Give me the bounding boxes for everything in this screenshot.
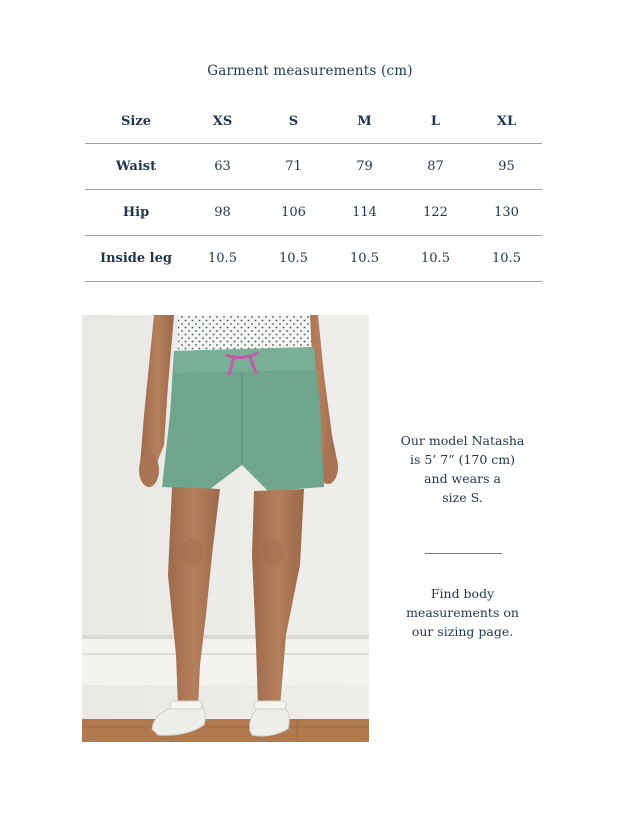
page-title: Garment measurements (cm) — [207, 63, 413, 79]
table-row — [85, 144, 542, 190]
table-cell: 10.5 — [258, 236, 329, 282]
model-note-line: and wears a — [424, 471, 501, 486]
table-cell: 122 — [400, 190, 471, 236]
table-cell: 106 — [258, 190, 329, 236]
model-note — [385, 431, 540, 507]
row-label: Waist — [85, 144, 187, 190]
model-photo — [82, 315, 369, 742]
table-cell: 10.5 — [400, 236, 471, 282]
table-row — [85, 190, 542, 236]
table-cell: 95 — [471, 144, 542, 190]
header-cell: XL — [471, 100, 542, 144]
model-photo-illustration — [82, 315, 369, 742]
row-label: Hip — [85, 190, 187, 236]
table-row — [85, 236, 542, 282]
table-header-row — [85, 100, 542, 144]
header-cell: S — [258, 100, 329, 144]
model-note-line: Our model Natasha — [400, 433, 525, 448]
sizing-page-note — [385, 584, 540, 641]
table-cell: 10.5 — [471, 236, 542, 282]
header-cell: XS — [187, 100, 258, 144]
table-cell: 114 — [329, 190, 400, 236]
header-cell: M — [329, 100, 400, 144]
table-cell: 130 — [471, 190, 542, 236]
model-note-line: size S. — [442, 490, 483, 505]
table-cell: 71 — [258, 144, 329, 190]
row-label: Inside leg — [85, 236, 187, 282]
table-cell: 10.5 — [187, 236, 258, 282]
table-cell: 98 — [187, 190, 258, 236]
table-cell: 63 — [187, 144, 258, 190]
table-cell: 10.5 — [329, 236, 400, 282]
table-cell: 79 — [329, 144, 400, 190]
header-cell: L — [400, 100, 471, 144]
sizing-note-line: measurements on — [406, 605, 519, 620]
size-table — [85, 100, 542, 282]
model-note-line: is 5’ 7” (170 cm) — [409, 452, 516, 467]
table-cell: 87 — [400, 144, 471, 190]
header-cell: Size — [85, 100, 187, 144]
section-divider — [425, 553, 502, 554]
sizing-note-line: our sizing page. — [411, 624, 514, 639]
sizing-note-line: Find body — [430, 586, 495, 601]
